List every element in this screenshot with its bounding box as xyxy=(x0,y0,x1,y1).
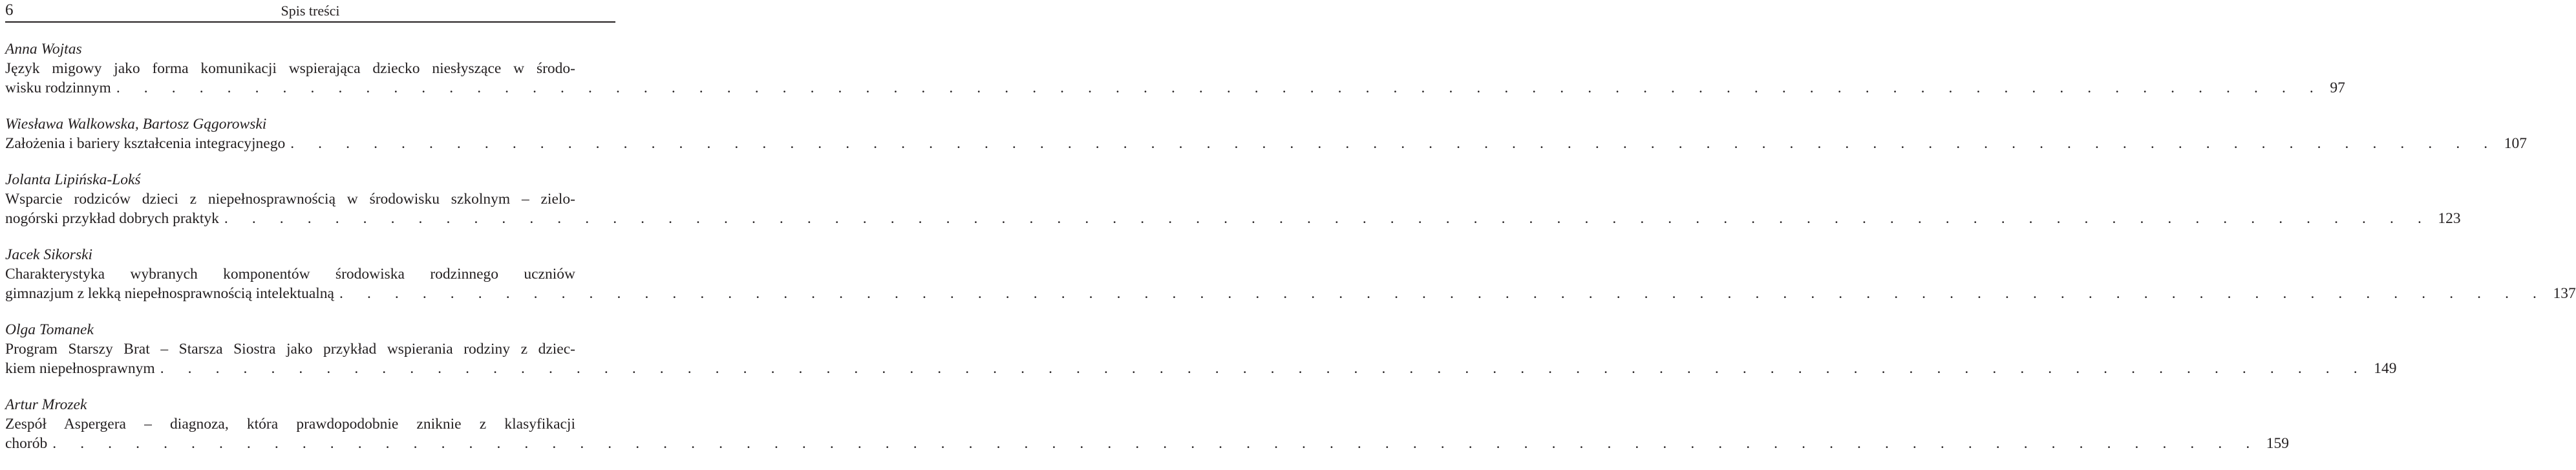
toc-entry xyxy=(5,170,2461,228)
table-of-contents xyxy=(5,39,2576,470)
dot-leader: . . . . . . . . . . . . . . . . . . . . . . . . . . . . . . . . . . . . . . . . . . . . . . . . . . . . . . . . . . . . . . . . . . . . . . . . . . . . . . . . xyxy=(290,135,2498,152)
page-header xyxy=(5,0,615,22)
toc-entry xyxy=(5,245,2576,303)
toc-entry xyxy=(5,39,2345,98)
dot-leader: . . . . . . . . . . . . . . . . . . . . . . . . . . . . . . . . . . . . . . . . . . . . . . . . . . . . . . . . . . . . . . . . . . . . . . . . . . . . . . . . xyxy=(160,360,2368,377)
entry-title-last-line xyxy=(5,284,2576,303)
entry-author: Jolanta Lipińska-Lokś xyxy=(5,171,141,188)
entry-title-last-line xyxy=(5,434,2290,453)
entry-title-text: chorób xyxy=(5,435,48,452)
entry-title-text: kiem niepełnosprawnym xyxy=(5,360,155,377)
entry-author: Jacek Sikorski xyxy=(5,246,93,263)
dot-leader: . . . . . . . . . . . . . . . . . . . . . . . . . . . . . . . . . . . . . . . . . . . . . . . . . . . . . . . . . . . . . . . . . . . . . . . . . . . . . . . . xyxy=(224,210,2432,227)
page-number: 6 xyxy=(5,1,14,19)
toc-entry xyxy=(5,320,2397,378)
entry-author: Artur Mrozek xyxy=(5,396,87,413)
toc-entry xyxy=(5,395,2290,453)
entry-title-line: Język migowy jako forma komunikacji wspierająca dziecko niesłyszące w środo- xyxy=(5,60,575,77)
entry-title-text: Założenia i bariery kształcenia integracyjnego xyxy=(5,135,286,152)
running-title: Spis treści xyxy=(281,3,340,19)
entry-title-last-line xyxy=(5,209,2461,228)
entry-page-number: 159 xyxy=(2266,435,2290,452)
entry-title-last-line xyxy=(5,359,2397,378)
entry-page-number: 149 xyxy=(2374,360,2397,377)
header-rule xyxy=(5,21,615,23)
entry-page-number: 123 xyxy=(2438,210,2461,227)
entry-author: Anna Wojtas xyxy=(5,41,82,58)
entry-title-last-line xyxy=(5,134,2528,153)
entry-title-text: gimnazjum z lekką niepełnosprawnością intelektualną xyxy=(5,285,334,302)
entry-page-number: 97 xyxy=(2330,80,2345,96)
entry-title-line: Program Starszy Brat – Starsza Siostra jako przykład wspierania rodziny z dziec- xyxy=(5,341,575,358)
entry-author: Olga Tomanek xyxy=(5,321,94,338)
entry-title-text: wisku rodzinnym xyxy=(5,80,111,96)
dot-leader: . . . . . . . . . . . . . . . . . . . . . . . . . . . . . . . . . . . . . . . . . . . . . . . . . . . . . . . . . . . . . . . . . . . . . . . . . . . . . . . . xyxy=(116,80,2324,96)
entry-page-number: 107 xyxy=(2504,135,2528,152)
entry-title-line: Zespół Aspergera – diagnoza, która prawdopodobnie zniknie z klasyfikacji xyxy=(5,416,575,433)
dot-leader: . . . . . . . . . . . . . . . . . . . . . . . . . . . . . . . . . . . . . . . . . . . . . . . . . . . . . . . . . . . . . . . . . . . . . . . . . . . . . . . . xyxy=(52,435,2260,452)
entry-title-text: nogórski przykład dobrych praktyk xyxy=(5,210,219,227)
dot-leader: . . . . . . . . . . . . . . . . . . . . . . . . . . . . . . . . . . . . . . . . . . . . . . . . . . . . . . . . . . . . . . . . . . . . . . . . . . . . . . . . xyxy=(339,285,2547,302)
entry-title-line: Charakterystyka wybranych komponentów środowiska rodzinnego uczniów xyxy=(5,266,575,283)
toc-entry xyxy=(5,114,2528,153)
entry-page-number: 137 xyxy=(2553,285,2576,302)
entry-title-line: Wsparcie rodziców dzieci z niepełnosprawnością w środowisku szkolnym – zielo- xyxy=(5,191,575,208)
entry-title-last-line xyxy=(5,78,2345,98)
entry-author: Wiesława Walkowska, Bartosz Gągorowski xyxy=(5,116,267,133)
